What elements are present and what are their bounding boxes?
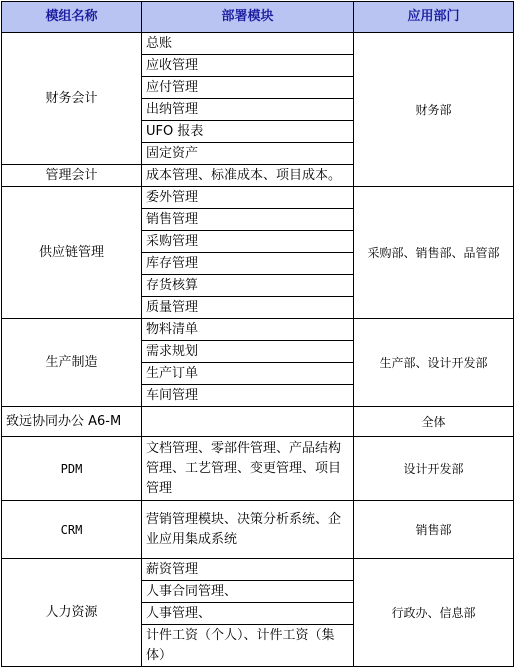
module-cell: 薪资管理 xyxy=(142,559,354,581)
module-cell: 质量管理 xyxy=(142,297,354,319)
module-cell: 成本管理、标准成本、项目成本。 xyxy=(142,165,354,187)
table-row xyxy=(2,559,514,581)
group-name: 财务会计 xyxy=(2,33,142,165)
table-row xyxy=(2,407,514,437)
group-name: 管理会计 xyxy=(2,165,142,187)
module-cell: 人事管理、 xyxy=(142,603,354,625)
dept-cell: 全体 xyxy=(354,407,514,437)
header-module-group: 模组名称 xyxy=(2,2,142,33)
group-name: CRM xyxy=(2,501,142,559)
module-cell: 文档管理、零部件管理、产品结构管理、工艺管理、变更管理、项目管理 xyxy=(142,437,354,501)
deployment-table-document xyxy=(1,1,513,669)
module-cell: 应收管理 xyxy=(142,55,354,77)
module-cell: 库存管理 xyxy=(142,253,354,275)
dept-cell: 财务部 xyxy=(354,33,514,187)
group-name: 生产制造 xyxy=(2,319,142,407)
module-cell xyxy=(142,407,354,437)
module-cell: UFO 报表 xyxy=(142,121,354,143)
group-name-text: 致远协同办公 A6-M xyxy=(6,413,122,429)
module-cell: 应付管理 xyxy=(142,77,354,99)
table-row xyxy=(2,501,514,559)
table-header-row xyxy=(2,2,514,33)
group-name xyxy=(2,407,142,437)
module-cell: 营销管理模块、决策分析系统、企业应用集成系统 xyxy=(142,501,354,559)
module-cell: 出纳管理 xyxy=(142,99,354,121)
table-row xyxy=(2,437,514,501)
module-cell: 委外管理 xyxy=(142,187,354,209)
module-cell: 人事合同管理、 xyxy=(142,581,354,603)
dept-cell: 销售部 xyxy=(354,501,514,559)
table-row xyxy=(2,319,514,341)
dept-cell: 采购部、销售部、品管部 xyxy=(354,187,514,319)
dept-cell: 设计开发部 xyxy=(354,437,514,501)
group-name: PDM xyxy=(2,437,142,501)
module-cell: 销售管理 xyxy=(142,209,354,231)
header-department: 应用部门 xyxy=(354,2,514,33)
table-row xyxy=(2,33,514,55)
dept-cell: 行政办、信息部 xyxy=(354,559,514,667)
module-cell: 总账 xyxy=(142,33,354,55)
module-cell: 计件工资（个人）、计件工资（集体） xyxy=(142,625,354,667)
module-cell: 需求规划 xyxy=(142,341,354,363)
module-cell: 物料清单 xyxy=(142,319,354,341)
module-cell: 生产订单 xyxy=(142,363,354,385)
module-cell: 采购管理 xyxy=(142,231,354,253)
header-deployed-modules: 部署模块 xyxy=(142,2,354,33)
module-cell: 存货核算 xyxy=(142,275,354,297)
module-cell: 车间管理 xyxy=(142,385,354,407)
dept-cell: 生产部、设计开发部 xyxy=(354,319,514,407)
deployment-table xyxy=(1,1,514,667)
group-name: 人力资源 xyxy=(2,559,142,667)
module-cell: 固定资产 xyxy=(142,143,354,165)
table-row xyxy=(2,187,514,209)
group-name: 供应链管理 xyxy=(2,187,142,319)
